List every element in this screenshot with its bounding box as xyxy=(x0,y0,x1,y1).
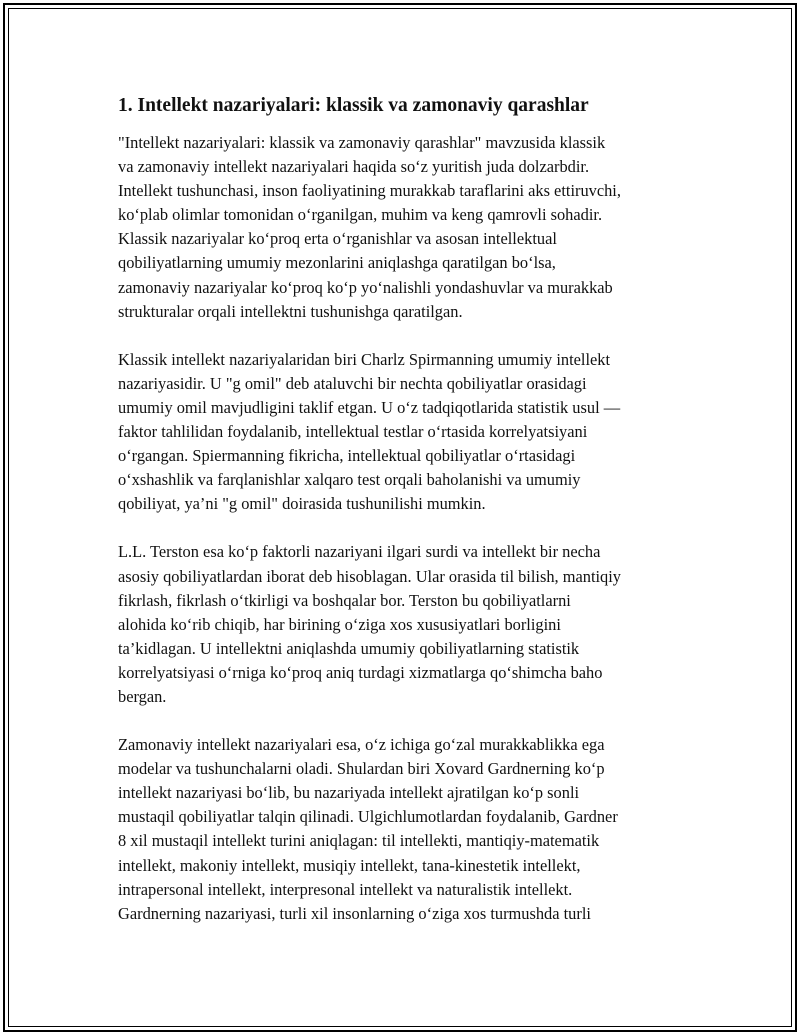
text-line: intellekt nazariyasi bo‘lib, bu nazariyada intellekt ajratilgan ko‘p sonli xyxy=(118,783,580,803)
text-line: modelar va tushunchalarni oladi. Shulardan biri Xovard Gardnerning ko‘p xyxy=(118,759,605,779)
text-line: bergan. xyxy=(118,686,167,706)
text-line: nazariyasidir. U "g omil" deb ataluvchi bir nechta qobiliyatlar orasidagi xyxy=(118,373,587,393)
text-line: strukturalar orqali intellektni tushunishga qaratilgan. xyxy=(118,301,463,321)
text-line: qobiliyat, ya’ni "g omil" doirasida tushunilishi mumkin. xyxy=(118,494,486,514)
text-line: Zamonaviy intellekt nazariyalari esa, o‘z ichiga go‘zal murakkablikka ega xyxy=(118,735,605,755)
document-page xyxy=(118,92,690,950)
text-line: va zamonaviy intellekt nazariyalari haqida so‘z yuritish juda dolzarbdir. xyxy=(118,157,590,177)
text-line: faktor tahlilidan foydalanib, intellektual testlar o‘rtasida korrelyatsiyani xyxy=(118,422,588,442)
text-line: intrapersonal intellekt, interpresonal intellekt va naturalistik intellekt. xyxy=(118,879,573,899)
text-line: asosiy qobiliyatlardan iborat deb hisoblagan. Ular orasida til bilish, mantiqiy xyxy=(118,566,622,586)
text-line: Klassik intellekt nazariyalaridan biri Charlz Spirmanning umumiy intellekt xyxy=(118,349,611,369)
text-line: qobiliyatlarning umumiy mezonlarini aniqlashga qaratilgan bo‘lsa, xyxy=(118,253,556,273)
text-line: Klassik nazariyalar ko‘proq erta o‘rganishlar va asosan intellektual xyxy=(118,229,557,249)
text-line: o‘xshashlik va farqlanishlar xalqaro test orqali baholanishi va umumiy xyxy=(118,470,581,490)
text-line: "Intellekt nazariyalari: klassik va zamonaviy qarashlar" mavzusida klassik xyxy=(118,133,606,152)
paragraph-3 xyxy=(118,540,690,709)
text-line: ta’kidlagan. U intellektni aniqlashda umumiy qobiliyatlarning statistik xyxy=(118,638,580,658)
paragraph-1 xyxy=(118,131,690,324)
text-line: 8 xil mustaqil intellekt turini aniqlagan: til intellekti, mantiqiy-matematik xyxy=(118,831,600,851)
section-heading: 1. Intellekt nazariyalari: klassik va zamonaviy qarashlar xyxy=(118,95,589,116)
text-line: Intellekt tushunchasi, inson faoliyatining murakkab taraflarini aks ettiruvchi, xyxy=(118,181,621,201)
text-line: korrelyatsiyasi o‘rniga ko‘proq aniq turdagi xizmatlarga qo‘shimcha baho xyxy=(118,662,603,682)
text-line: Gardnerning nazariyasi, turli xil insonlarning o‘ziga xos turmushda turli xyxy=(118,903,591,923)
document-body xyxy=(118,131,690,926)
text-line: intellekt, makoniy intellekt, musiqiy intellekt, tana-kinestetik intellekt, xyxy=(118,855,581,875)
paragraph-2 xyxy=(118,348,690,517)
text-line: zamonaviy nazariyalar ko‘proq ko‘p yo‘nalishli yondashuvlar va murakkab xyxy=(118,277,613,297)
text-line: umumiy omil mavjudligini taklif etgan. U o‘z tadqiqotlarida statistik usul — xyxy=(118,397,621,417)
text-line: L.L. Terston esa ko‘p faktorli nazariyani ilgari surdi va intellekt bir necha xyxy=(118,542,601,562)
text-line: ko‘plab olimlar tomonidan o‘rganilgan, muhim va keng qamrovli sohadir. xyxy=(118,205,603,225)
paragraph-4 xyxy=(118,733,690,926)
text-line: mustaqil qobiliyatlar talqin qilinadi. Ulgichlumotlardan foydalanib, Gardner xyxy=(118,807,618,827)
text-line: o‘rgangan. Spiermanning fikricha, intellektual qobiliyatlar o‘rtasidagi xyxy=(118,446,576,466)
text-line: fikrlash, fikrlash o‘tkirligi va boshqalar bor. Terston bu qobiliyatlarni xyxy=(118,590,571,610)
text-line: alohida ko‘rib chiqib, har birining o‘ziga xos xususiyatlari borligini xyxy=(118,614,561,634)
